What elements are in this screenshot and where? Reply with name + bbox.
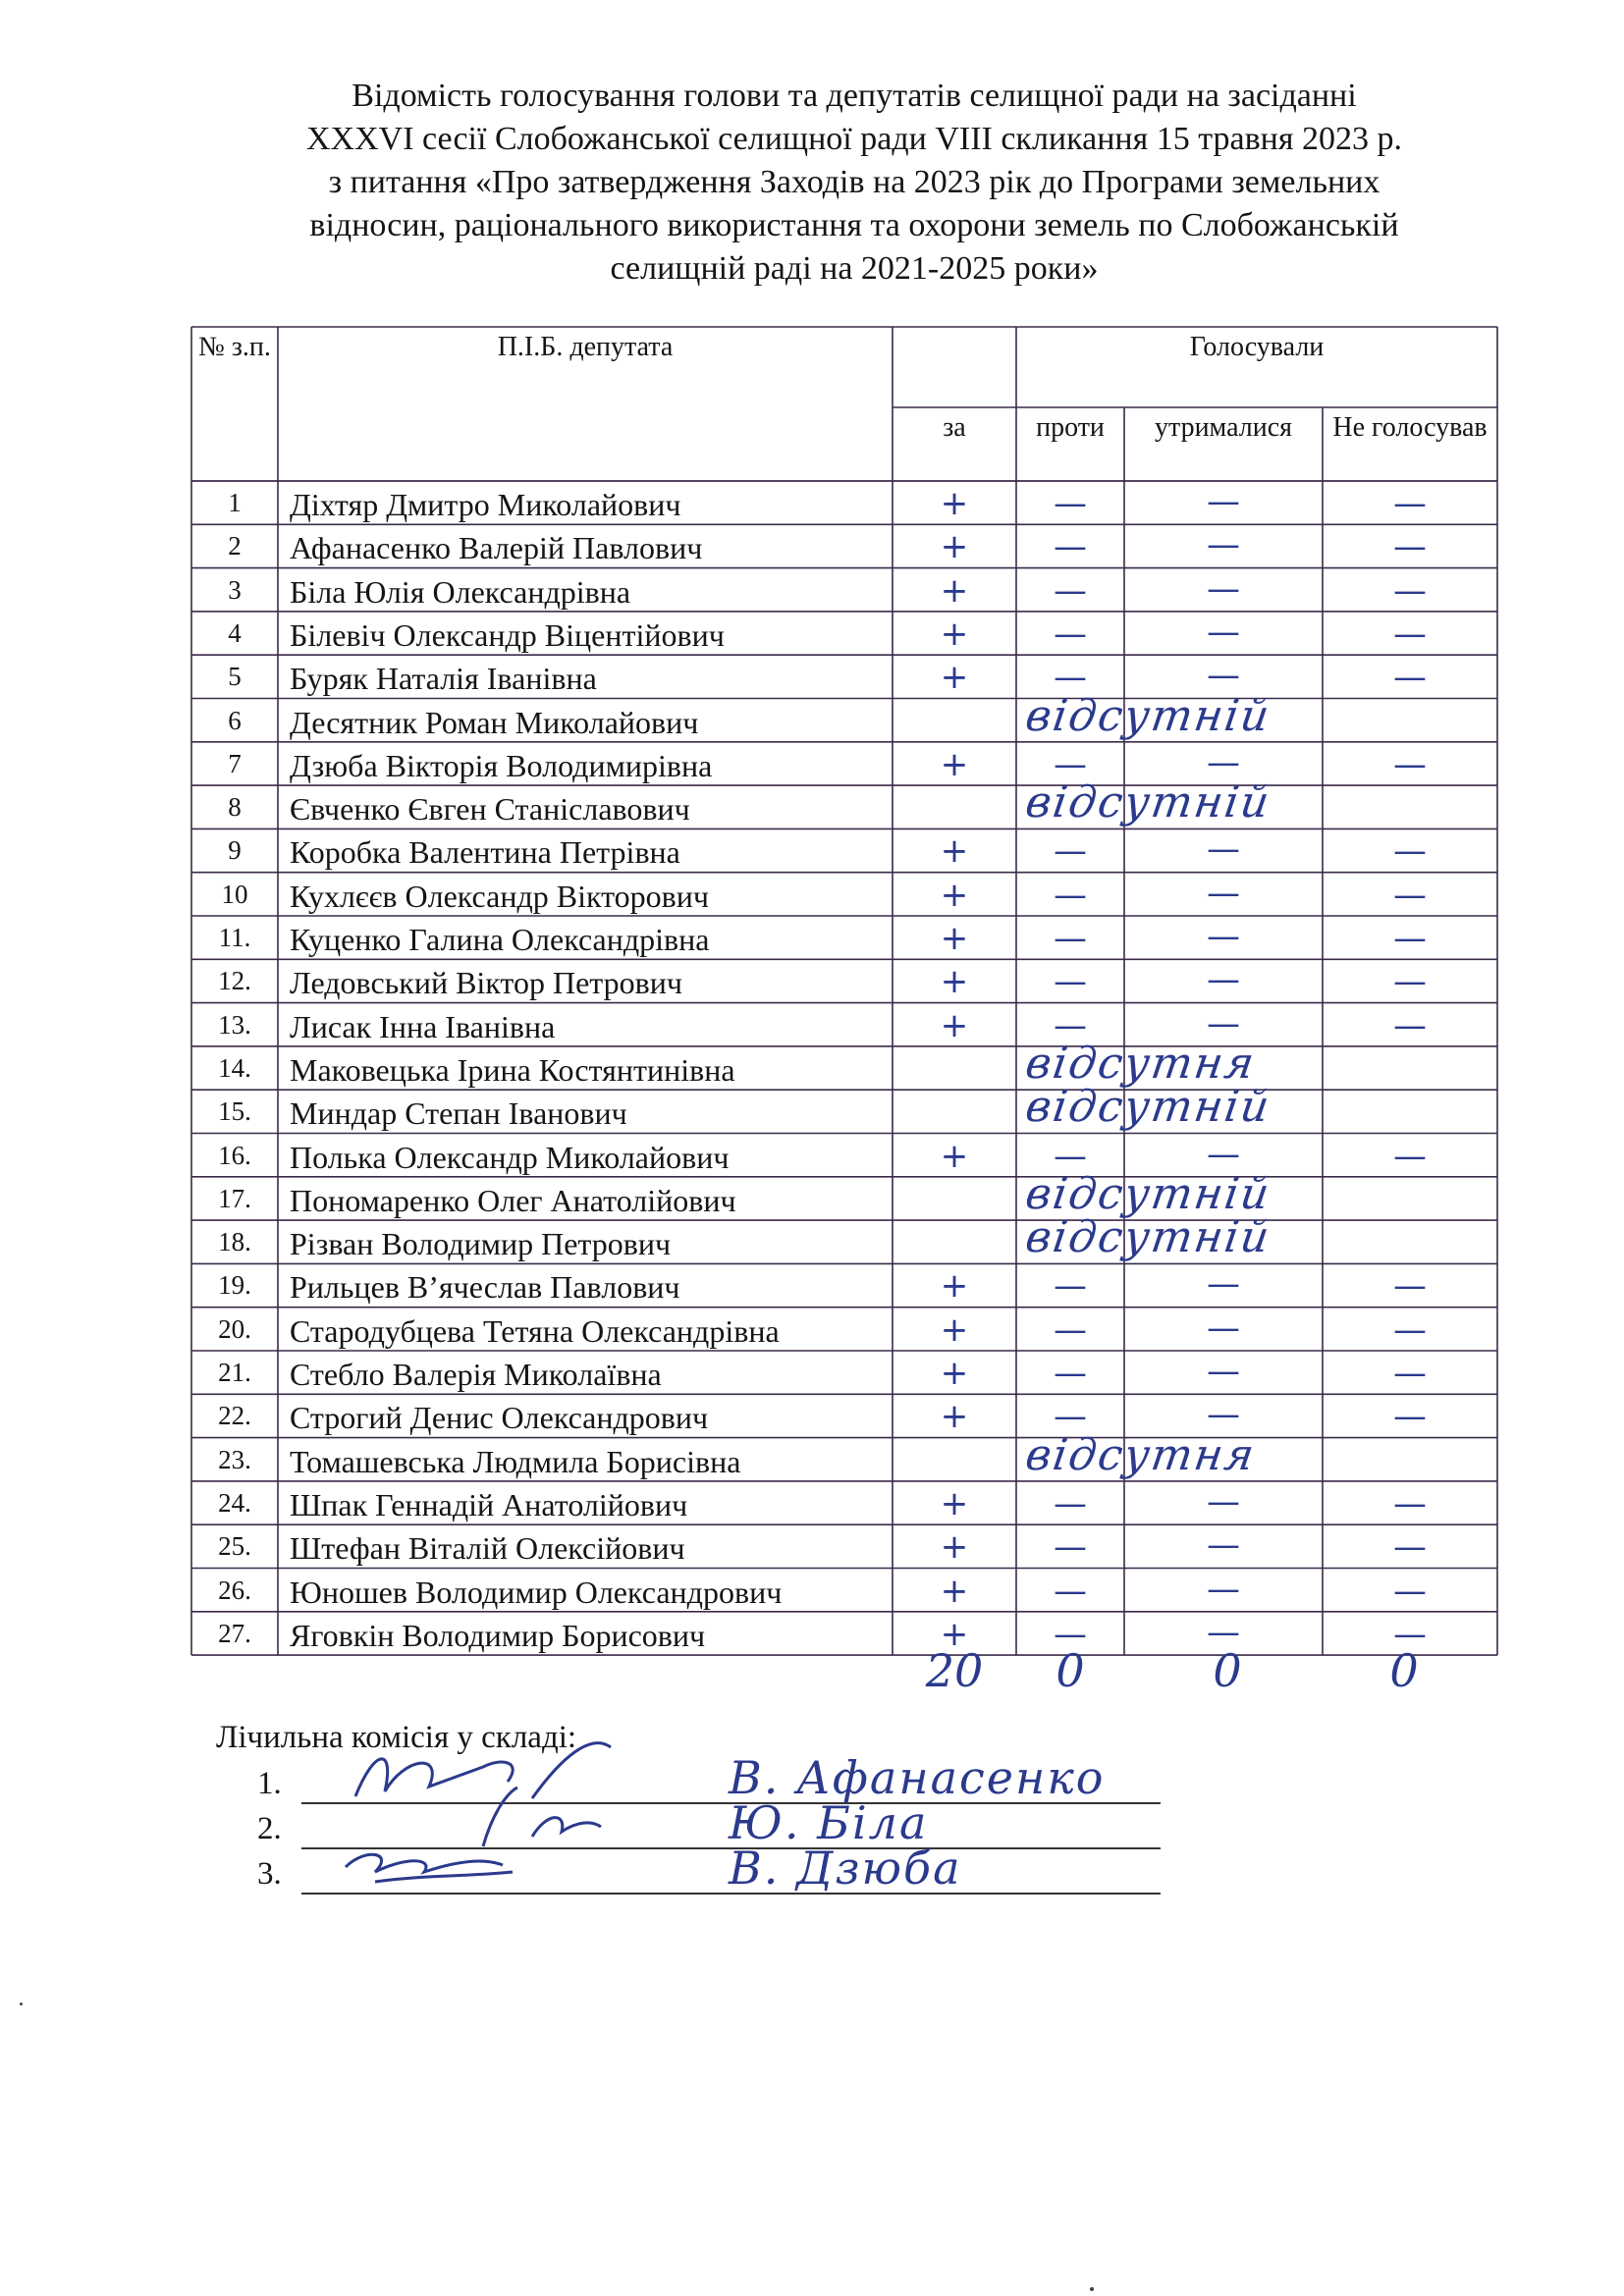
not-voted-mark: —: [1393, 484, 1427, 523]
not-voted-mark: —: [1393, 1354, 1427, 1393]
member-name: В. Дзюба: [729, 1842, 962, 1895]
vote-against-mark: —: [1054, 1571, 1087, 1611]
not-voted-mark: —: [1393, 570, 1427, 611]
row-number: 3: [228, 574, 242, 605]
vote-against-mark: —: [1054, 614, 1087, 654]
vote-abstained-mark: —: [1207, 1481, 1240, 1522]
vote-against-mark: —: [1054, 527, 1087, 567]
not-voted-mark: —: [1393, 1397, 1427, 1437]
vote-abstained-mark: —: [1207, 656, 1240, 696]
vote-for-mark: +: [940, 614, 969, 654]
deputy-name: Штефан Віталій Олексійович: [290, 1530, 685, 1567]
vote-abstained-mark: —: [1207, 1264, 1240, 1305]
deputy-name: Юношев Володимир Олександрович: [290, 1574, 783, 1610]
deputy-name: Томашевська Людмила Борисівна: [290, 1443, 741, 1479]
row-number: 4: [228, 617, 242, 648]
vote-against-mark: —: [1054, 1527, 1087, 1568]
vote-for-mark: +: [940, 1354, 969, 1393]
vote-against-mark: —: [1054, 484, 1087, 523]
absent-note: відсутній: [1022, 777, 1274, 828]
not-voted-mark: —: [1393, 1005, 1427, 1045]
vote-abstained-mark: —: [1207, 873, 1240, 913]
vote-against-mark: —: [1054, 1483, 1087, 1523]
not-voted-mark: —: [1393, 875, 1427, 915]
vote-abstained-mark: —: [1207, 1612, 1240, 1652]
vote-abstained-mark: —: [1207, 917, 1240, 956]
vote-against-mark: —: [1054, 962, 1087, 1002]
vote-for-mark: +: [940, 919, 969, 958]
deputy-name: Пономаренко Олег Анатолійович: [290, 1182, 736, 1218]
absent-note: відсутня: [1022, 1038, 1260, 1089]
commission-label: Лічильна комісія у складі:: [216, 1720, 577, 1755]
vote-abstained-mark: —: [1207, 525, 1240, 565]
row-number: 16.: [218, 1140, 251, 1170]
scan-speck: [1090, 2287, 1094, 2291]
header-abstained: утрималися: [1154, 413, 1293, 443]
row-number: 26.: [218, 1575, 251, 1605]
header-for: за: [943, 413, 966, 443]
title-line: відносин, раціонального використання та охорони земель по Слобожанській: [309, 207, 1399, 243]
not-voted-mark: —: [1393, 1309, 1427, 1350]
member-name: Ю. Біла: [729, 1796, 929, 1849]
deputy-name: Десятник Роман Миколайович: [290, 704, 699, 740]
vote-for-mark: +: [940, 1397, 969, 1437]
vote-for-mark: +: [940, 875, 969, 915]
header-not-voted: Не голосував: [1332, 413, 1488, 443]
vote-against-mark: —: [1054, 1614, 1087, 1654]
row-number: 5: [228, 662, 242, 692]
deputy-name: Різван Володимир Петрович: [290, 1226, 672, 1262]
row-number: 17.: [218, 1183, 251, 1213]
deputy-name: Афанасенко Валерій Павлович: [290, 530, 703, 566]
vote-abstained-mark: —: [1207, 829, 1240, 870]
row-number: 23.: [218, 1444, 251, 1474]
vote-for-mark: +: [940, 570, 969, 611]
row-number: 11.: [218, 923, 251, 952]
vote-for-mark: +: [940, 962, 969, 1002]
deputy-name: Полька Олександр Миколайович: [290, 1139, 730, 1175]
not-voted-mark: —: [1393, 614, 1427, 654]
row-number: 6: [228, 705, 242, 735]
vote-abstained-mark: —: [1207, 1525, 1240, 1566]
row-number: 8: [228, 792, 242, 823]
vote-against-mark: —: [1054, 658, 1087, 698]
deputy-name: Маковецька Ірина Костянтинівна: [290, 1051, 735, 1088]
absent-note: відсутня: [1022, 1429, 1260, 1480]
signature-scribble: [336, 1828, 630, 1896]
member-index: 2.: [257, 1811, 282, 1846]
vote-abstained-mark: —: [1207, 1308, 1240, 1348]
deputy-name: Стародубцева Тетяна Олександрівна: [290, 1312, 780, 1349]
row-number: 21.: [218, 1358, 251, 1387]
not-voted-mark: —: [1393, 962, 1427, 1002]
deputy-name: Лисак Інна Іванівна: [290, 1008, 556, 1044]
not-voted-mark: —: [1393, 744, 1427, 784]
vote-against-mark: —: [1054, 1354, 1087, 1393]
vote-for-mark: +: [940, 1527, 969, 1568]
member-name: В. Афанасенко: [729, 1751, 1106, 1804]
total-for: 20: [925, 1644, 984, 1697]
vote-abstained-mark: —: [1207, 482, 1240, 521]
deputy-name: Стебло Валерія Миколаївна: [290, 1357, 662, 1392]
row-number: 19.: [218, 1270, 251, 1301]
vote-for-mark: +: [940, 1309, 969, 1350]
deputy-name: Яговкін Володимир Борисович: [290, 1617, 706, 1653]
row-number: 9: [228, 835, 242, 866]
deputy-name: Куценко Галина Олександрівна: [290, 922, 710, 957]
vote-abstained-mark: —: [1207, 568, 1240, 609]
vote-for-mark: +: [940, 484, 969, 523]
vote-against-mark: —: [1054, 919, 1087, 958]
vote-abstained-mark: —: [1207, 1134, 1240, 1174]
member-index: 3.: [257, 1856, 282, 1892]
absent-note: відсутній: [1022, 1212, 1274, 1263]
document-title: [147, 75, 1561, 291]
title-line: XXXVI сесії Слобожанської селищної ради VIII скликання 15 травня 2023 р.: [305, 121, 1402, 157]
vote-for-mark: +: [940, 1614, 969, 1654]
vote-against-mark: —: [1054, 744, 1087, 784]
header-num: № з.п.: [198, 333, 271, 362]
row-number: 24.: [218, 1487, 251, 1518]
vote-against-mark: —: [1054, 1309, 1087, 1350]
absent-note: відсутній: [1022, 1082, 1274, 1133]
row-number: 18.: [218, 1227, 251, 1257]
deputy-name: Буряк Наталія Іванівна: [290, 661, 597, 697]
title-line: селищній раді на 2021-2025 роки»: [610, 250, 1099, 287]
vote-abstained-mark: —: [1207, 960, 1240, 1000]
deputy-name: Дзюба Вікторія Володимирівна: [290, 747, 713, 783]
header-name: П.І.Б. депутата: [497, 333, 674, 362]
scan-speck: [20, 2002, 23, 2005]
not-voted-mark: —: [1393, 1483, 1427, 1523]
vote-for-mark: +: [940, 1571, 969, 1611]
vote-abstained-mark: —: [1207, 612, 1240, 652]
row-number: 1: [228, 488, 242, 517]
deputy-name: Строгий Денис Олександрович: [290, 1400, 709, 1436]
header-voted: Голосували: [1189, 333, 1325, 362]
row-number: 20.: [218, 1313, 251, 1344]
vote-abstained-mark: —: [1207, 742, 1240, 782]
not-voted-mark: —: [1393, 1571, 1427, 1611]
row-number: 12.: [218, 966, 251, 996]
not-voted-mark: —: [1393, 1266, 1427, 1307]
deputy-name: Коробка Валентина Петрівна: [290, 834, 680, 871]
vote-abstained-mark: —: [1207, 1395, 1240, 1435]
row-number: 14.: [218, 1052, 251, 1083]
vote-abstained-mark: —: [1207, 1003, 1240, 1043]
deputy-name: Біла Юлія Олександрівна: [290, 573, 631, 610]
vote-for-mark: +: [940, 1005, 969, 1045]
vote-against-mark: —: [1054, 831, 1087, 872]
not-voted-mark: —: [1393, 527, 1427, 567]
total-not-voted: 0: [1389, 1644, 1419, 1697]
header-against: проти: [1036, 413, 1105, 443]
title-line: Відомість голосування голови та депутатів селищної ради на засіданні: [352, 78, 1357, 114]
deputy-name: Рильцев В’ячеслав Павлович: [290, 1269, 680, 1306]
vote-for-mark: +: [940, 1483, 969, 1523]
vote-for-mark: +: [940, 658, 969, 698]
not-voted-mark: —: [1393, 1136, 1427, 1176]
vote-for-mark: +: [940, 831, 969, 872]
deputy-name: Білевіч Олександр Віцентійович: [290, 616, 725, 653]
not-voted-mark: —: [1393, 1614, 1427, 1654]
vote-abstained-mark: —: [1207, 1569, 1240, 1609]
vote-for-mark: +: [940, 1266, 969, 1307]
vote-for-mark: +: [940, 744, 969, 784]
vote-against-mark: —: [1054, 570, 1087, 611]
title-line: з питання «Про затвердження Заходів на 2023 рік до Програми земельних: [328, 164, 1380, 200]
vote-against-mark: —: [1054, 875, 1087, 915]
row-number: 22.: [218, 1401, 251, 1431]
vote-against-mark: —: [1054, 1266, 1087, 1307]
not-voted-mark: —: [1393, 1527, 1427, 1568]
deputy-name: Діхтяр Дмитро Миколайович: [290, 487, 681, 522]
deputy-name: Шпак Геннадій Анатолійович: [290, 1486, 688, 1522]
row-number: 13.: [218, 1009, 251, 1040]
not-voted-mark: —: [1393, 919, 1427, 958]
vote-for-mark: +: [940, 527, 969, 567]
total-against: 0: [1056, 1644, 1085, 1697]
row-number: 10: [221, 879, 248, 909]
deputy-name: Миндар Степан Іванович: [290, 1095, 627, 1132]
not-voted-mark: —: [1393, 831, 1427, 872]
vote-against-mark: —: [1054, 1005, 1087, 1045]
total-abstained: 0: [1213, 1644, 1242, 1697]
deputy-name: Ледовський Віктор Петрович: [290, 965, 682, 1001]
absent-note: відсутній: [1022, 690, 1274, 741]
commission-member: [257, 1842, 1161, 1896]
vote-abstained-mark: —: [1207, 1352, 1240, 1391]
row-number: 27.: [218, 1618, 251, 1648]
member-index: 1.: [257, 1766, 282, 1801]
row-number: 25.: [218, 1531, 251, 1562]
vote-for-mark: +: [940, 1136, 969, 1176]
deputy-name: Євченко Євген Станіславович: [290, 791, 690, 828]
vote-against-mark: —: [1054, 1397, 1087, 1437]
vote-against-mark: —: [1054, 1136, 1087, 1176]
row-number: 7: [228, 748, 242, 778]
absent-note: відсутній: [1022, 1168, 1274, 1219]
row-number: 15.: [218, 1096, 251, 1127]
deputy-name: Кухлєєв Олександр Вікторович: [290, 878, 709, 914]
not-voted-mark: —: [1393, 658, 1427, 698]
row-number: 2: [228, 531, 242, 561]
